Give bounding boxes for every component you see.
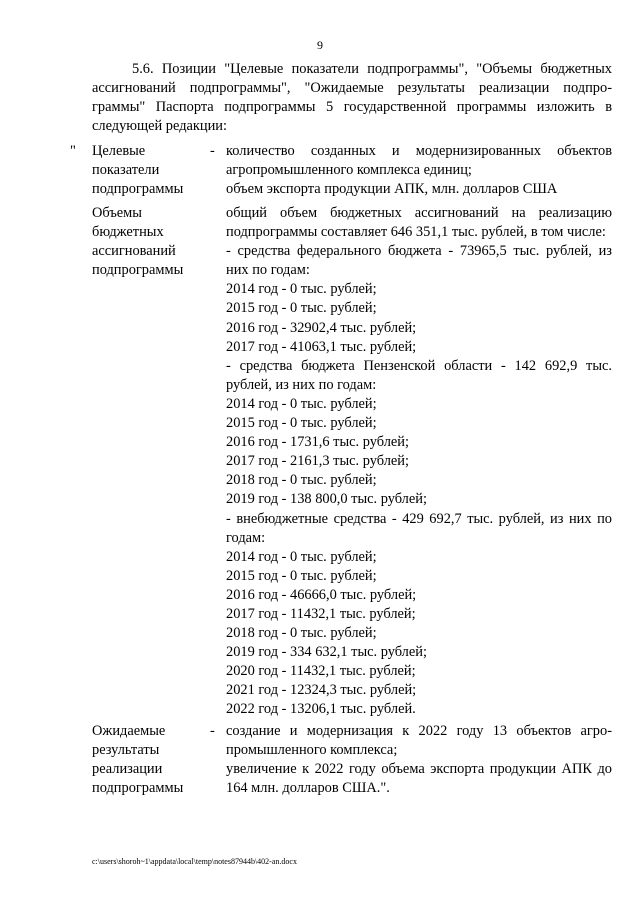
content-line: 2016 год - 32902,4 тыс. рублей; (226, 319, 417, 336)
passport-row-targets (92, 142, 612, 200)
content-line: 2018 год - 0 тыс. рублей; (226, 472, 377, 489)
content-line: 2015 год - 0 тыс. рублей; (226, 415, 377, 432)
content-line: общий объем бюджетных ассигнований на реализацию подпрограммы составляет 646 351,1 тыс. рублей, в том числе: (226, 205, 612, 241)
row-label-line: реализации (92, 761, 163, 778)
row-label-line: подпрограммы (92, 780, 184, 797)
row-label-line: подпрограммы (92, 181, 184, 198)
content-line: 2017 год - 2161,3 тыс. рублей; (226, 453, 409, 470)
intro-paragraph: 5.6. Позиции "Целевые показатели подпрограммы", "Объемы бюджетных ассигнований подпрограммы", "Ожидаемые результаты реализации подпро-граммы" Паспорта подпрограммы 5 государственной программы изложить в следующей редакции: (92, 61, 612, 134)
content-line: 2016 год - 1731,6 тыс. рублей; (226, 434, 409, 451)
content-line: 2014 год - 0 тыс. рублей; (226, 395, 377, 412)
row-label-line: показатели (92, 162, 160, 179)
row-content (226, 142, 612, 199)
content-line: объем экспорта продукции АПК, млн. долларов США (226, 181, 558, 198)
row-label (92, 204, 202, 280)
content-line: увеличение к 2022 году объема экспорта продукции АПК до 164 млн. долларов США.". (226, 761, 612, 797)
content-line: 2019 год - 334 632,1 тыс. рублей; (226, 644, 427, 661)
row-label-line: подпрограммы (92, 262, 184, 279)
content-line: количество созданных и модернизированных объектов агропромышленного комплекса единиц; (226, 143, 612, 179)
content-line: 2016 год - 46666,0 тыс. рублей; (226, 586, 417, 603)
passport-row-results (92, 722, 612, 800)
content-line: - средства федерального бюджета - 73965,5 тыс. рублей, из них по годам: (226, 243, 612, 279)
row-label-line: Объемы (92, 205, 142, 221)
footer-file-path: c:\users\shoroh~1\appdata\local\temp\notes87944b\402-an.docx (92, 857, 297, 866)
row-content (226, 722, 612, 798)
row-label-line: Целевые (92, 143, 146, 159)
content-line: 2017 год - 41063,1 тыс. рублей; (226, 338, 417, 355)
row-label-line: результаты (92, 742, 160, 759)
content-line: 2017 год - 11432,1 тыс. рублей; (226, 605, 416, 622)
row-label-line: ассигнований (92, 243, 176, 260)
content-line: 2021 год - 12324,3 тыс. рублей; (226, 682, 417, 699)
content-line: 2020 год - 11432,1 тыс. рублей; (226, 663, 416, 680)
row-label-line: бюджетных (92, 224, 164, 241)
row-label (92, 142, 202, 199)
content-line: 2022 год - 13206,1 тыс. рублей. (226, 701, 416, 718)
content-line: 2015 год - 0 тыс. рублей; (226, 300, 377, 317)
content-line: 2014 год - 0 тыс. рублей; (226, 281, 377, 298)
page-number: 9 (317, 38, 323, 52)
content-line: 2014 год - 0 тыс. рублей; (226, 548, 377, 565)
content-line: 2019 год - 138 800,0 тыс. рублей; (226, 491, 427, 508)
row-label (92, 722, 202, 798)
row-dash: - (210, 143, 215, 159)
passport-row-budget (92, 204, 612, 716)
content-line: создание и модернизация к 2022 году 13 объектов агро-промышленного комплекса; (226, 723, 612, 759)
content-line: 2015 год - 0 тыс. рублей; (226, 567, 377, 584)
row-content (226, 204, 612, 720)
content-line: - внебюджетные средства - 429 692,7 тыс. рублей, из них по годам: (226, 510, 612, 546)
content-line: 2018 год - 0 тыс. рублей; (226, 625, 377, 642)
row-label-line: Ожидаемые (92, 723, 166, 739)
content-line: - средства бюджета Пензенской области - 142 692,9 тыс. рублей, из них по годам: (226, 357, 612, 393)
row-dash: - (210, 723, 215, 739)
open-quote: " (70, 143, 76, 159)
